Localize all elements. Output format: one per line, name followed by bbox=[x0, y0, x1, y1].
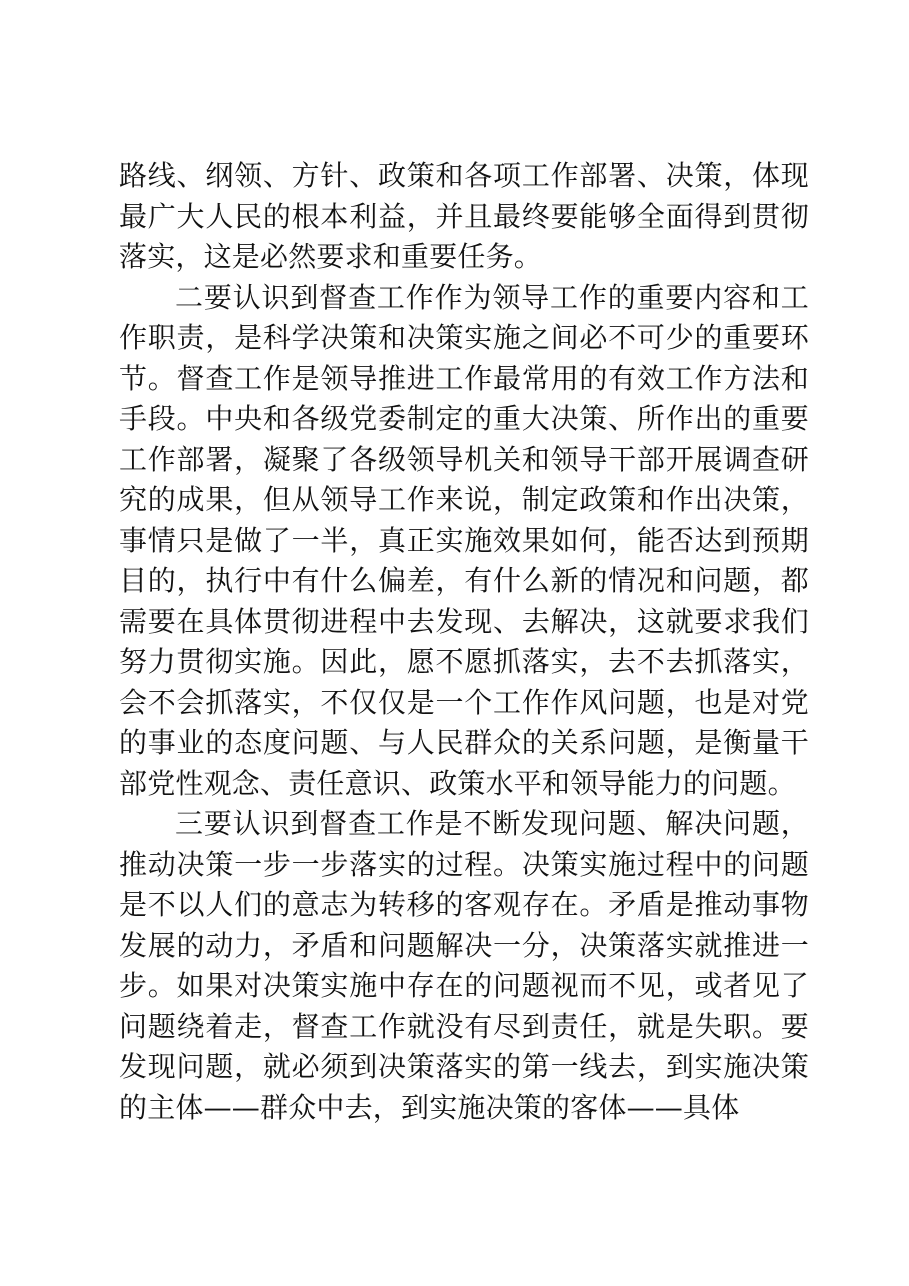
paragraph-point-three: 三要认识到督查工作是不断发现问题、解决问题，推动决策一步一步落实的过程。决策实施过程中的问题是不以人们的意志为转移的客观存在。矛盾是推动事物发展的动力，矛盾和问题解决一分，决策落实就推进一步。如果对决策实施中存在的问题视而不见，或者见了问题绕着走，督查工作就没有尽到责任，就是失职。要发现问题，就必须到决策落实的第一线去，到实施决策的主体——群众中去，到实施决策的客体——具体 bbox=[119, 807, 809, 1124]
paragraph-continuation: 路线、纲领、方针、政策和各项工作部署、决策，体现最广大人民的根本利益，并且最终要能够全面得到贯彻落实，这是必然要求和重要任务。 bbox=[119, 159, 809, 273]
paragraph-point-two: 二要认识到督查工作作为领导工作的重要内容和工作职责，是科学决策和决策实施之间必不可少的重要环节。督查工作是领导推进工作最常用的有效工作方法和手段。中央和各级党委制定的重大决策、所作出的重要工作部署，凝聚了各级领导机关和领导干部开展调查研究的成果，但从领导工作来说，制定政策和作出决策，事情只是做了一半，真正实施效果如何，能否达到预期目的，执行中有什么偏差，有什么新的情况和问题，都需要在具体贯彻进程中去发现、去解决，这就要求我们努力贯彻实施。因此，愿不愿抓落实，去不去抓落实，会不会抓落实，不仅仅是一个工作作风问题，也是对党的事业的态度问题、与人民群众的关系问题，是衡量干部党性观念、责任意识、政策水平和领导能力的问题。 bbox=[119, 280, 809, 800]
document-body bbox=[119, 156, 809, 1128]
